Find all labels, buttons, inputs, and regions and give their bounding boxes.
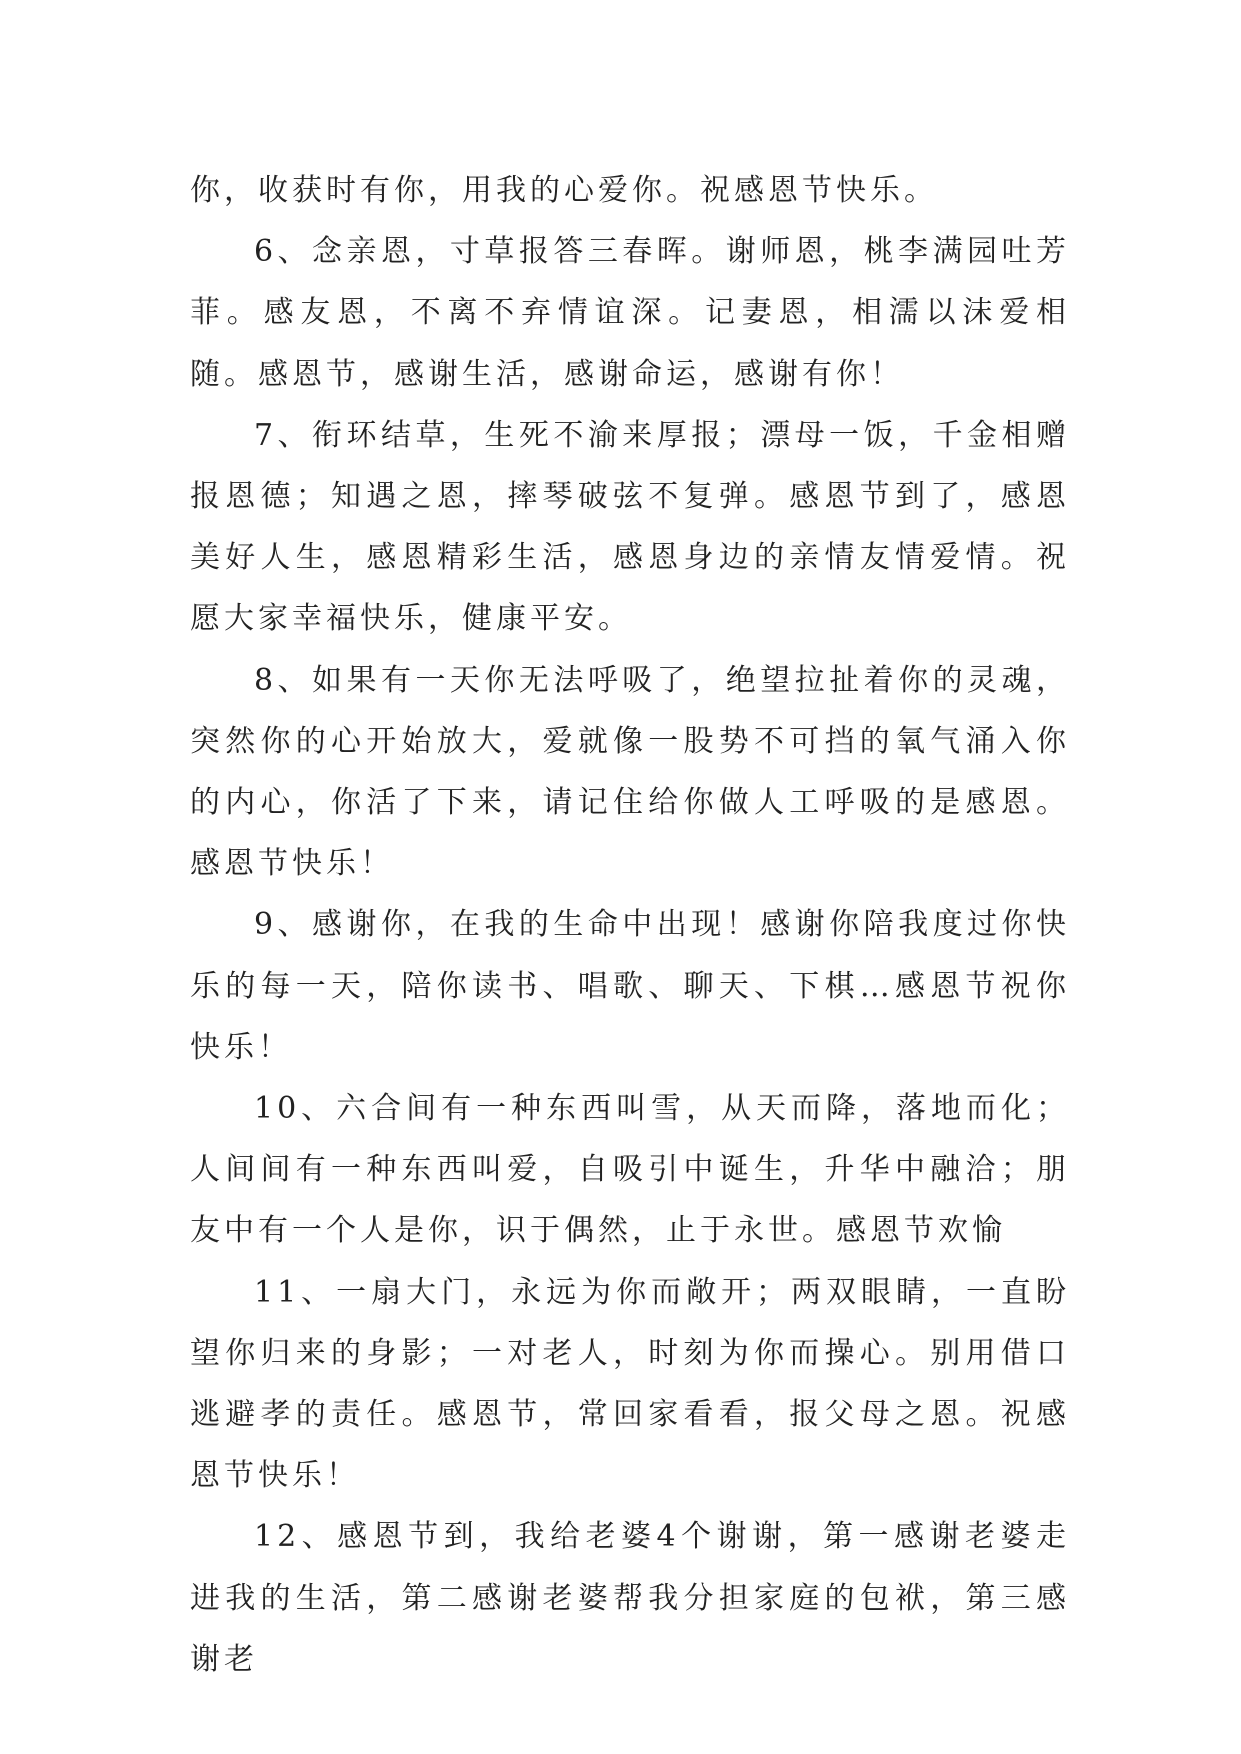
paragraph-continuation: 你，收获时有你，用我的心爱你。祝感恩节快乐。 [190,173,938,208]
document-body [190,160,1070,1690]
paragraph-item-12: 12、感恩节到，我给老婆4个谢谢，第一感谢老婆走进我的生活，第二感谢老婆帮我分担家庭的包袱，第三感谢老 [190,1519,1070,1677]
paragraph-item-11: 11、一扇大门，永远为你而敞开；两双眼睛，一直盼望你归来的身影；一对老人，时刻为你而操心。别用借口逃避孝的责任。感恩节，常回家看看，报父母之恩。祝感恩节快乐！ [190,1274,1070,1494]
paragraph-item-8: 8、如果有一天你无法呼吸了，绝望拉扯着你的灵魂，突然你的心开始放大，爱就像一股势不可挡的氧气涌入你的内心，你活了下来，请记住给你做人工呼吸的是感恩。感恩节快乐！ [190,662,1070,882]
paragraph-item-10: 10、六合间有一种东西叫雪，从天而降，落地而化；人间间有一种东西叫爱，自吸引中诞生，升华中融洽；朋友中有一个人是你，识于偶然，止于永世。感恩节欢愉 [190,1091,1070,1249]
paragraph-item-9: 9、感谢你，在我的生命中出现！感谢你陪我度过你快乐的每一天，陪你读书、唱歌、聊天、下棋…感恩节祝你快乐！ [190,907,1070,1065]
paragraph-item-6: 6、念亲恩，寸草报答三春晖。谢师恩，桃李满园吐芳菲。感友恩，不离不弃情谊深。记妻恩，相濡以沫爱相随。感恩节，感谢生活，感谢命运，感谢有你！ [190,234,1070,392]
paragraph-item-7: 7、衔环结草，生死不渝来厚报；漂母一饭，千金相赠报恩德；知遇之恩，摔琴破弦不复弹。感恩节到了，感恩美好人生，感恩精彩生活，感恩身边的亲情友情爱情。祝愿大家幸福快乐，健康平安。 [190,417,1070,637]
